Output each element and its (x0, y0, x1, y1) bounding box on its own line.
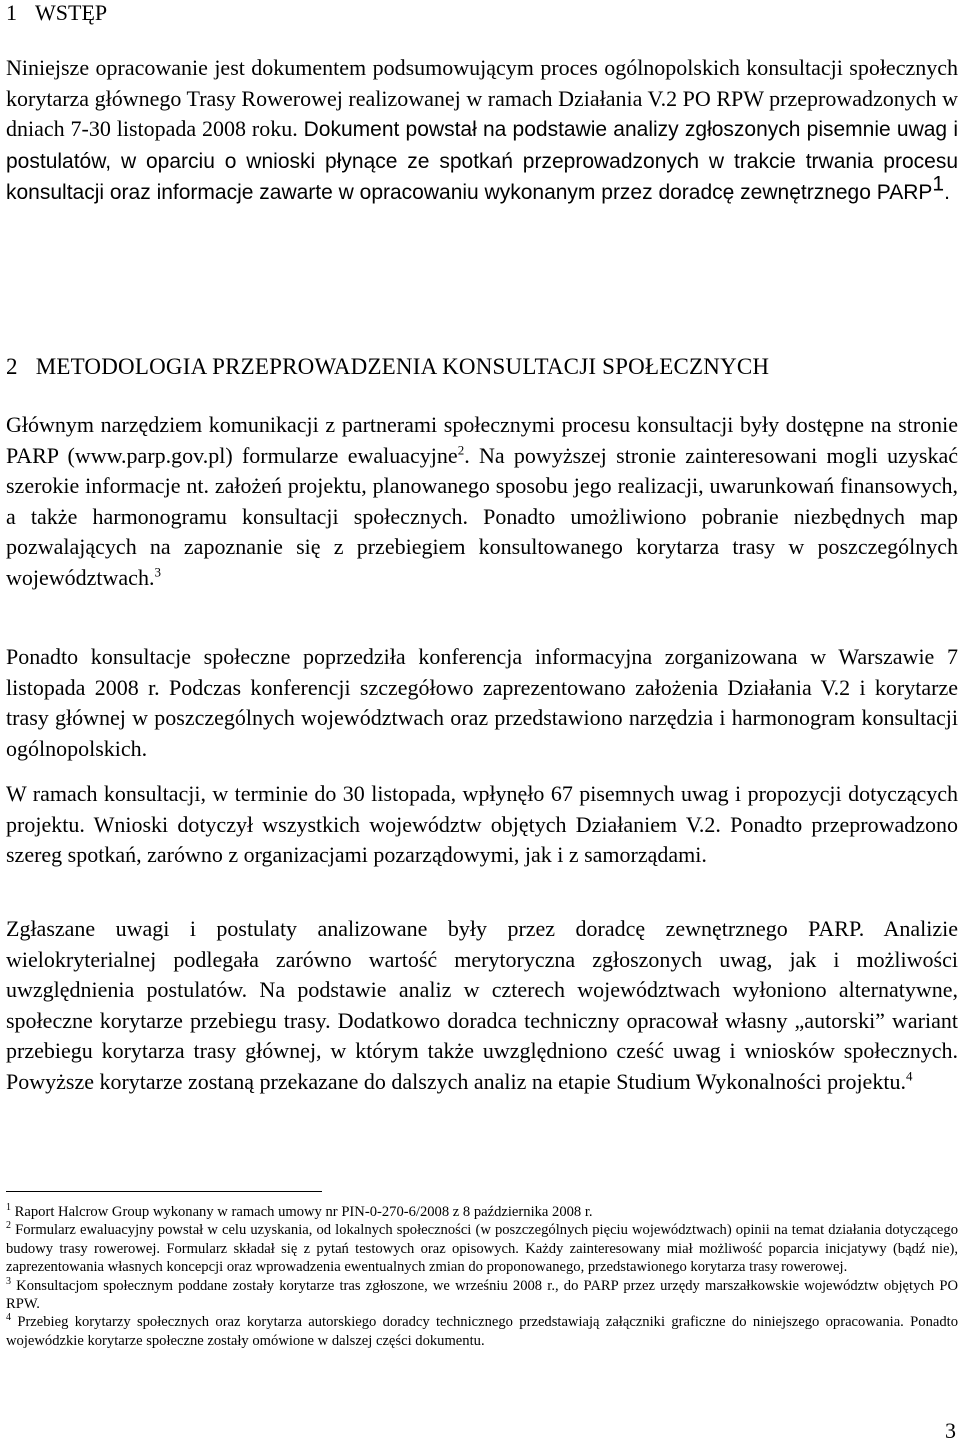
page-number: 3 (945, 1418, 956, 1443)
intro-paragraph (6, 53, 958, 209)
footnote-text: Raport Halcrow Group wykonany w ramach umowy nr PIN-0-270-6/2008 z 8 października 2008 r. (14, 1204, 593, 1220)
footnote-number: 4 (6, 1312, 11, 1324)
footnote-3 (6, 1277, 958, 1314)
intro-text-end: . (944, 181, 950, 204)
section-title: WSTĘP (35, 0, 108, 25)
footnote-1 (6, 1203, 958, 1221)
footnote-number: 1 (6, 1202, 11, 1214)
footnote-ref-3: 3 (154, 564, 161, 580)
section-heading-2 (6, 352, 769, 382)
footnote-text: Przebieg korytarzy społecznych oraz korytarza autorskiego doradcy technicznego przedstawiają załączniki graficzne do niniejszego opracowania. Ponadto wojewódzkie korytarze społeczne zostały omówione w dalszej części dokumentu. (6, 1314, 958, 1349)
footnote-ref-1: 1 (932, 172, 945, 196)
intro-text-serif: Niniejsze opracowanie jest dokumentem podsumowującym proces ogólnopolskich konsultacji społecznych korytarza głównego Trasy Rowerowej realizowanej w ramach Działania V.2 PO RPW przeprowadzonych w dniach 7-30 listopada 2008 roku. (6, 55, 958, 141)
method-paragraph-4 (6, 914, 958, 1097)
section-number: 2 (6, 354, 18, 379)
section-heading-1 (6, 0, 107, 28)
method-paragraph-2: Ponadto konsultacje społeczne poprzedziła konferencja informacyjna zorganizowana w Warszawie 7 listopada 2008 r. Podczas konferencji szczegółowo zaprezentowano założenia Działania V.2 i korytarze trasy głównej w poszczególnych województwach oraz przedstawiono narzędzia i harmonogram konsultacji ogólnopolskich. (6, 644, 958, 761)
footnote-separator (6, 1191, 322, 1192)
footnote-ref-4: 4 (905, 1068, 913, 1084)
intro-text-sans: Dokument powstał na podstawie analizy zgłoszonych pisemnie uwag i postulatów, w oparciu o wnioski płynące ze spotkań przeprowadzonych w trakcie trwania procesu konsultacji oraz informacje zawarte w opracowaniu wykonanym przez doradcę zewnętrznego PARP (6, 118, 958, 204)
footnote-4 (6, 1313, 958, 1350)
footnote-text: Formularz ewaluacyjny powstał w celu uzyskania, od lokalnych społeczności (w poszczególnych pięciu województwach) opinii na temat działania dotyczącego budowy trasy rowerowej. Formularz składał się z pytań testowych oraz opisowych. Każdy zainteresowany miał możliwość poparcia inicjatywy (bądź nie), zaprezentowania własnych koncepcji oraz wprowadzenia ewentualnych zmian do proponowanego, przedstawionego korytarza trasy rowerowej. (6, 1222, 958, 1276)
footnotes (6, 1203, 958, 1350)
method-text-p4: Zgłaszane uwagi i postulaty analizowane były przez doradcę zewnętrznego PARP. Analizie wielokryterialnej podlegała zarówno wartość merytoryczna zgłoszonych uwag, jak i możliwości uwzględnienia postulatów. Na podstawie analiz w czterech województwach wyłoniono alternatywne, społeczne korytarze przebiegu trasy. Dodatkowo doradca techniczny opracował własny „autorski” wariant przebiegu korytarza trasy głównej, w którym także uwzględniono cześć uwag i wniosków społecznych. Powyższe korytarze zostaną przekazane do dalszych analiz na etapie Studium Wykonalności projektu. (6, 916, 958, 1094)
footnote-2 (6, 1221, 958, 1276)
method-text-b: . Na powyższej stronie zainteresowani mogli uzyskać szerokie informacje nt. założeń projektu, planowanego sposobu jego realizacji, uwarunkowań finansowych, a także harmonogramu konsultacji społecznych. Ponadto umożliwiono pobranie niezbędnych map pozwalających na zapoznanie się z przebiegiem konsultowanego korytarza trasy w poszczególnych województwach. (6, 442, 958, 590)
section-title: METODOLOGIA PRZEPROWADZENIA KONSULTACJI SPOŁECZNYCH (35, 354, 770, 379)
footnote-ref-2: 2 (457, 442, 465, 458)
method-text-a: Głównym narzędziem komunikacji z partnerami społecznymi procesu konsultacji były dostępne na stronie PARP (www.parp.gov.pl) formularze ewaluacyjne (6, 412, 958, 468)
footnote-number: 2 (6, 1220, 11, 1232)
method-paragraph-1 (6, 410, 958, 593)
method-paragraph-3: W ramach konsultacji, w terminie do 30 listopada, wpłynęło 67 pisemnych uwag i propozycji dotyczących projektu. Wnioski dotyczył wszystkich województw objętych Działaniem V.2. Ponadto przeprowadzono szereg spotkań, zarówno z organizacjami pozarządowymi, jak i z samorządami. (6, 781, 958, 867)
footnote-text: Konsultacjom społecznym poddane zostały korytarze tras zgłoszone, we wrześniu 2008 r., do PARP przez urzędy marszałkowskie województw objętych PO RPW. (6, 1277, 958, 1313)
footnote-number: 3 (6, 1275, 11, 1287)
section-number: 1 (6, 0, 17, 25)
